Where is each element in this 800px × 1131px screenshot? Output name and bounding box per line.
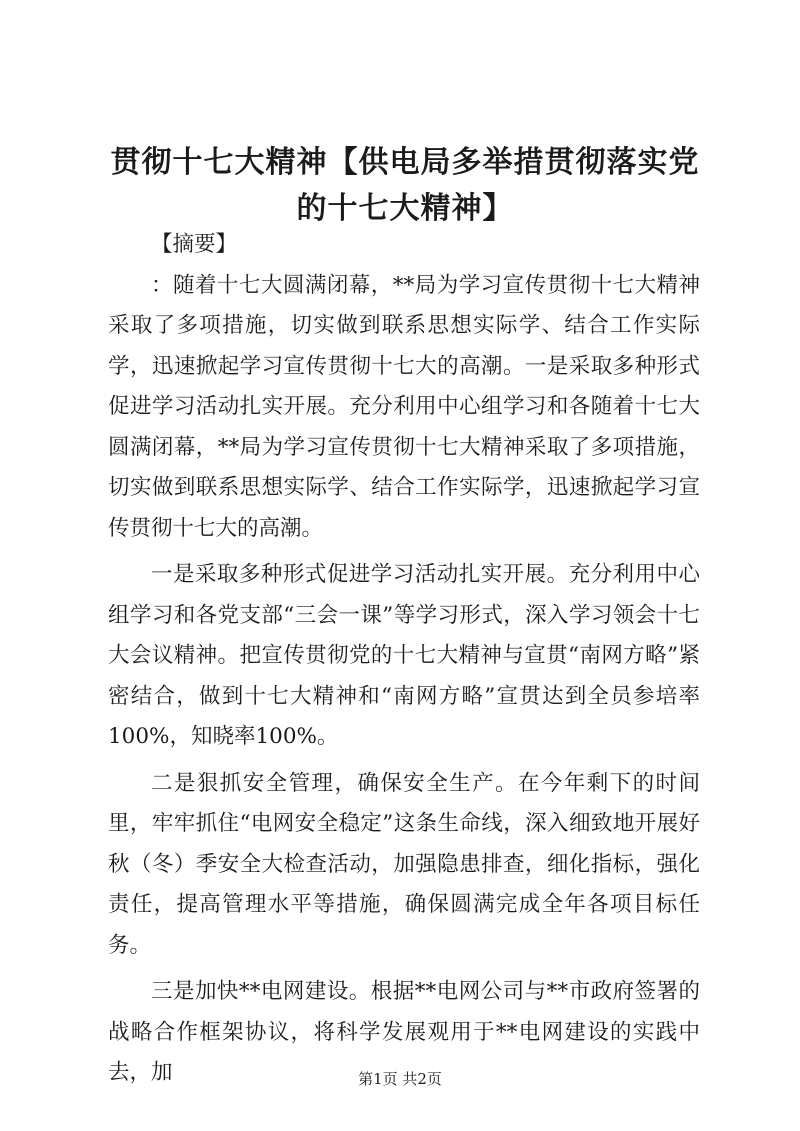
paragraph-2: 二是狠抓安全管理，确保安全生产。在今年剩下的时间里，牢牢抓住“电网安全稳定”这条生命线，深入细致地开展好秋（冬）季安全大检查活动，加强隐患排查，细化指标，强化责任，提高管理水平等措施，确保圆满完成全年各项目标任务。 bbox=[108, 770, 700, 958]
paragraph-abstract: ：随着十七大圆满闭幕，**局为学习宣传贯彻十七大精神采取了多项措施，切实做到联系思想实际学、结合工作实际学，迅速掀起学习宣传贯彻十七大的高潮。一是采取多种形式促进学习活动扎实开展。充分利用中心组学习和各随着十七大圆满闭幕，**局为学习宣传贯彻十七大精神采取了多项措施，切实做到联系思想实际学、结合工作实际学，迅速掀起学习宣传贯彻十七大的高潮。 bbox=[108, 272, 700, 541]
abstract-heading: 【摘要】 bbox=[151, 232, 238, 257]
document-body bbox=[108, 225, 700, 1094]
page-number-footer: 第1页 共2页 bbox=[358, 1070, 442, 1088]
document-title: 贯彻十七大精神【供电局多举措贯彻落实党的十七大精神】 bbox=[110, 145, 700, 226]
paragraph-1: 一是采取多种形式促进学习活动扎实开展。充分利用中心组学习和各党支部“三会一课”等学习形式，深入学习领会十七大会议精神。把宣传贯彻党的十七大精神与宣贯“南网方略”紧密结合，做到十七大精神和“南网方略”宣贯达到全员参培率100%，知晓率100%。 bbox=[108, 562, 700, 749]
paragraph-3: 三是加快**电网建设。根据**电网公司与**市政府签署的战略合作框架协议，将科学发展观用于**电网建设的实践中去，加 bbox=[108, 979, 700, 1085]
